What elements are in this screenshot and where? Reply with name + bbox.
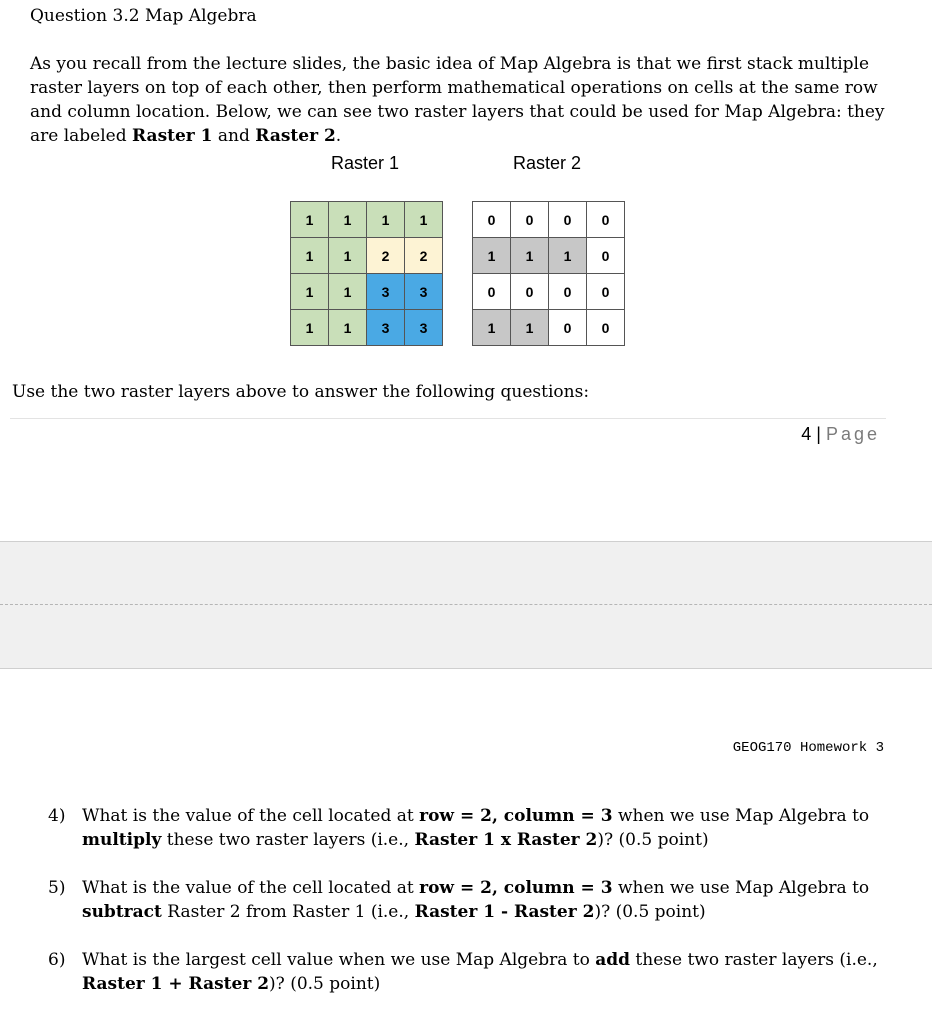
- question-segment: when we use Map Algebra to: [612, 878, 870, 898]
- raster1-cell: 3: [405, 274, 443, 310]
- page-separator: |: [811, 424, 826, 444]
- raster1-cell: 1: [329, 238, 367, 274]
- question-number: 5): [48, 878, 66, 898]
- raster1-cell: 3: [367, 310, 405, 346]
- intro-period: .: [335, 126, 342, 146]
- raster2-cell: 0: [511, 274, 549, 310]
- page-divider: [10, 418, 886, 419]
- raster1-row: [291, 238, 443, 274]
- raster1-cell: 1: [405, 202, 443, 238]
- intro-paragraph: [30, 52, 910, 148]
- question-segment: these two raster layers (i.e.,: [161, 830, 415, 850]
- raster1-cell: 1: [329, 310, 367, 346]
- page-break-line: [0, 604, 932, 605]
- raster2-row: [473, 274, 625, 310]
- question-segment: )? (0.5 point): [594, 902, 706, 922]
- raster1-row: [291, 310, 443, 346]
- raster2-row: [473, 310, 625, 346]
- raster2-cell: 1: [549, 238, 587, 274]
- question-text: [82, 876, 888, 924]
- raster1-grid: [290, 201, 443, 346]
- raster2-row: [473, 238, 625, 274]
- question-emphasis: row = 2, column = 3: [419, 878, 613, 898]
- raster2-cell: 0: [549, 202, 587, 238]
- raster1-cell: 3: [405, 310, 443, 346]
- question-emphasis: row = 2, column = 3: [419, 806, 613, 826]
- question-segment: when we use Map Algebra to: [612, 806, 870, 826]
- raster2-row: [473, 202, 625, 238]
- question-heading: Question 3.2 Map Algebra: [30, 6, 257, 26]
- raster2-cell: 0: [587, 238, 625, 274]
- raster2-grid: [472, 201, 625, 346]
- raster1-cell: 1: [291, 274, 329, 310]
- page-label: Page: [825, 424, 880, 444]
- question-emphasis: Raster 1 - Raster 2: [414, 902, 595, 922]
- question-segment: What is the largest cell value when we use Map Algebra to: [82, 950, 596, 970]
- page-gap: [0, 541, 932, 669]
- intro-raster2-ref: Raster 2: [255, 126, 336, 146]
- page-number: 4: [801, 424, 812, 444]
- question-emphasis: multiply: [82, 830, 162, 850]
- instructions-text: Use the two raster layers above to answer the following questions:: [12, 382, 590, 402]
- question-item-4: [48, 804, 888, 852]
- raster1-cell: 1: [291, 310, 329, 346]
- question-emphasis: Raster 1 + Raster 2: [82, 974, 270, 994]
- raster2-cell: 0: [473, 274, 511, 310]
- question-emphasis: subtract: [82, 902, 162, 922]
- raster2-title: Raster 2: [513, 153, 582, 173]
- raster2-cell: 1: [511, 238, 549, 274]
- question-text: [82, 948, 888, 996]
- running-header: GEOG170 Homework 3: [732, 740, 884, 756]
- question-segment: What is the value of the cell located at: [82, 806, 420, 826]
- raster1-cell: 1: [329, 202, 367, 238]
- raster2-cell: 0: [549, 274, 587, 310]
- intro-text: As you recall from the lecture slides, the basic idea of Map Algebra is that we first stack multiple raster layers on top of each other, then perform mathematical operations on cells at the same row and column location. Below, we can see two raster layers that could be used for Map Algebra: they are labeled: [30, 54, 885, 146]
- raster2-cell: 0: [587, 274, 625, 310]
- raster1-cell: 2: [405, 238, 443, 274]
- question-segment: )? (0.5 point): [269, 974, 381, 994]
- question-number: 4): [48, 806, 66, 826]
- question-text: [82, 804, 888, 852]
- raster1-cell: 1: [367, 202, 405, 238]
- raster2-cell: 0: [587, 202, 625, 238]
- intro-and: and: [212, 126, 256, 146]
- raster2-cell: 0: [473, 202, 511, 238]
- intro-raster1-ref: Raster 1: [132, 126, 213, 146]
- raster2-cell: 0: [549, 310, 587, 346]
- raster1-cell: 1: [291, 238, 329, 274]
- question-segment: )? (0.5 point): [597, 830, 709, 850]
- page-number-footer: [801, 424, 880, 445]
- raster1-cell: 1: [291, 202, 329, 238]
- raster1-row: [291, 274, 443, 310]
- raster1-cell: 2: [367, 238, 405, 274]
- question-emphasis: add: [595, 950, 631, 970]
- raster2-cell: 1: [473, 310, 511, 346]
- question-emphasis: Raster 1 x Raster 2: [414, 830, 598, 850]
- raster2-cell: 1: [473, 238, 511, 274]
- raster2-cell: 1: [511, 310, 549, 346]
- raster2-cell: 0: [511, 202, 549, 238]
- question-item-6: [48, 948, 888, 996]
- raster1-cell: 1: [329, 274, 367, 310]
- raster1-title: Raster 1: [331, 153, 400, 173]
- question-number: 6): [48, 950, 66, 970]
- raster1-cell: 3: [367, 274, 405, 310]
- raster2-cell: 0: [587, 310, 625, 346]
- question-segment: What is the value of the cell located at: [82, 878, 420, 898]
- raster1-row: [291, 202, 443, 238]
- question-segment: Raster 2 from Raster 1 (i.e.,: [161, 902, 415, 922]
- question-item-5: [48, 876, 888, 924]
- question-segment: these two raster layers (i.e.,: [630, 950, 878, 970]
